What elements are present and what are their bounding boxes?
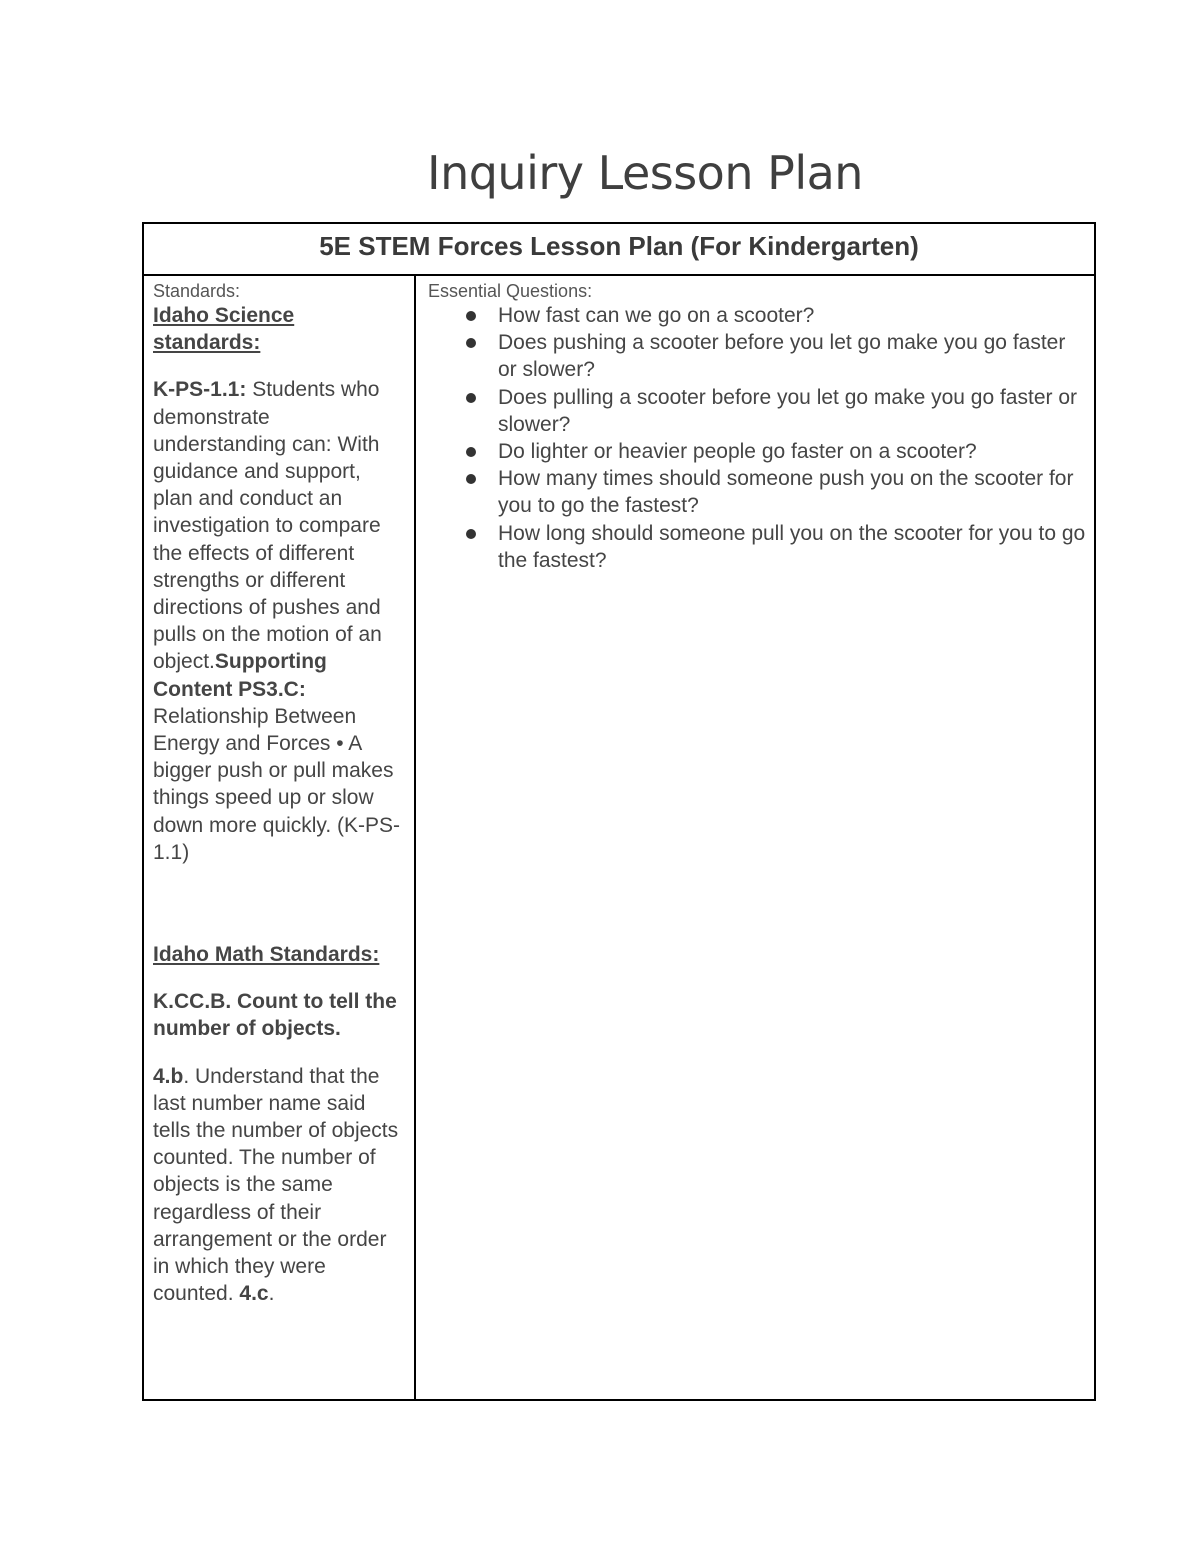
kps-code: K-PS-1.1: bbox=[153, 378, 253, 402]
list-item bbox=[428, 520, 1086, 574]
standard-4b-code: 4.b bbox=[153, 1064, 184, 1088]
standard-4b-text: . Understand that the last number name said tells the number of objects counted. The number of objects is the same regardless of their arrangement or the order in which they were counted. bbox=[153, 1064, 399, 1306]
bullet-icon bbox=[466, 338, 476, 348]
supporting-content-text: Relationship Between Energy and Forces • A bigger push or pull makes things speed up or slow down more quickly. (K-PS-1.1) bbox=[153, 704, 401, 864]
lesson-plan-table bbox=[142, 222, 1096, 1401]
bullet-icon bbox=[466, 311, 476, 321]
standards-column bbox=[144, 276, 416, 1399]
kps-description: Students who demonstrate understanding can: With guidance and support, plan and conduct an investigation to compare the effects of different strengths or different directions of pushes and pulls on the motion of an object. bbox=[153, 378, 382, 674]
list-item bbox=[428, 438, 1086, 465]
math-standards-heading: Idaho Math Standards: bbox=[153, 943, 380, 967]
question-text: How long should someone pull you on the scooter for you to go the fastest? bbox=[498, 521, 1086, 572]
list-item bbox=[428, 384, 1086, 438]
question-text: Does pushing a scooter before you let go make you go faster or slower? bbox=[498, 331, 1066, 382]
standard-4c-code: 4.c bbox=[239, 1282, 269, 1306]
bullet-icon bbox=[466, 447, 476, 457]
list-item bbox=[428, 329, 1086, 383]
standard-4c-tail: . bbox=[268, 1282, 275, 1306]
question-text: How fast can we go on a scooter? bbox=[498, 304, 815, 327]
question-text: Do lighter or heavier people go faster on a scooter? bbox=[498, 440, 977, 464]
kcc-standard: K.CC.B. Count to tell the number of objects. bbox=[153, 990, 397, 1041]
math-standard-text bbox=[153, 1063, 406, 1308]
question-text: How many times should someone push you on the scooter for you to go the fastest? bbox=[498, 467, 1074, 518]
bullet-icon bbox=[466, 474, 476, 484]
essential-questions-list bbox=[428, 302, 1086, 574]
list-item bbox=[428, 465, 1086, 519]
page-title: Inquiry Lesson Plan bbox=[427, 146, 863, 200]
essential-questions-column bbox=[418, 276, 1094, 1399]
list-item bbox=[428, 302, 1086, 329]
supporting-content-heading: Supporting Content PS3.C: bbox=[153, 650, 327, 701]
essential-questions-label: Essential Questions: bbox=[428, 281, 593, 301]
table-header: 5E STEM Forces Lesson Plan (For Kindergarten) bbox=[144, 224, 1094, 276]
question-text: Does pulling a scooter before you let go make you go faster or slower? bbox=[498, 385, 1077, 436]
science-standards-heading: Idaho Science standards: bbox=[153, 304, 295, 355]
standards-label: Standards: bbox=[153, 281, 241, 301]
bullet-icon bbox=[466, 529, 476, 539]
bullet-icon bbox=[466, 393, 476, 403]
science-standard-text bbox=[153, 376, 406, 866]
